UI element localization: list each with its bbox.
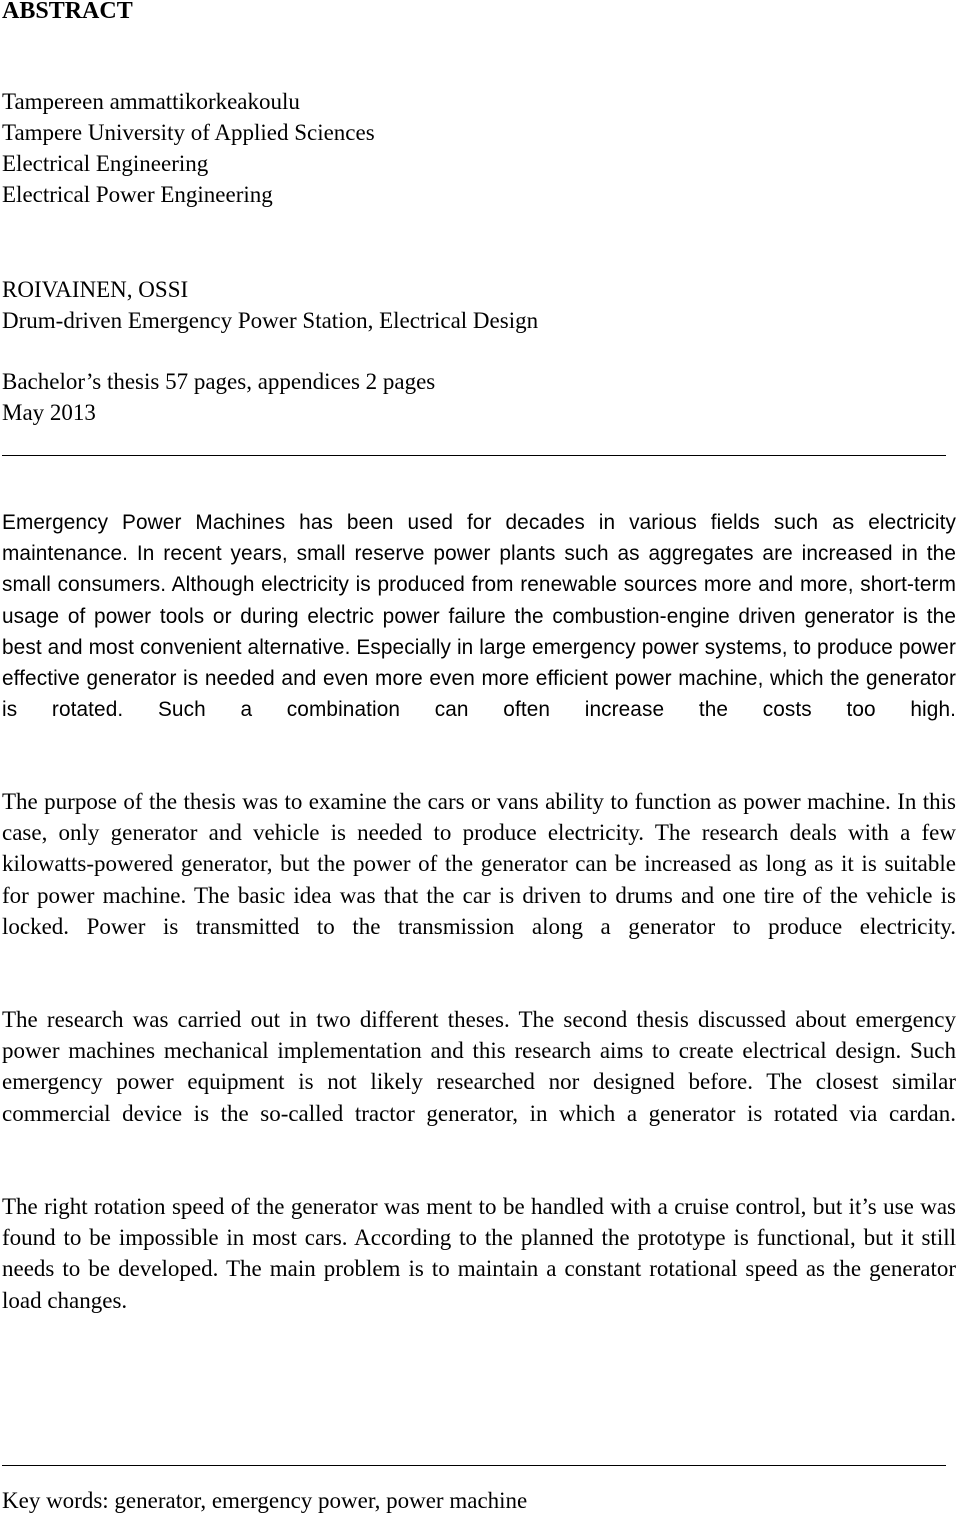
abstract-heading: ABSTRACT [2,0,133,24]
institution-finnish: Tampereen ammattikorkeakoulu [2,89,300,114]
keywords: Key words: generator, emergency power, power machine [2,1488,528,1513]
abstract-paragraph-3: The research was carried out in two different theses. The second thesis discussed about emergency power machines mechanical implementation and this research aims to create electrical design. Such emergency power equipment is not likely researched nor designed before. The closest similar commercial device is the so-called tractor generator, in which a generator is rotated via cardan. [2,1007,956,1126]
abstract-paragraph-1: Emergency Power Machines has been used for decades in various fields such as electricity maintenance. In recent years, small reserve power plants such as aggregates are increased in the small consumers. Although electricity is produced from renewable sources more and more, short-term usage of power tools or during electric power failure the combustion-engine driven generator is the best and most convenient alternative. Especially in large emergency power systems, to produce power effective generator is needed and even more even more efficient power machine, which the generator is rotated. Such a combination can often increase the costs too high. [2,511,956,722]
thesis-pages: Bachelor’s thesis 57 pages, appendices 2 pages [2,369,436,394]
abstract-paragraph-4: The right rotation speed of the generator was ment to be handled with a cruise control, but it’s use was found to be impossible in most cars. According to the planned the prototype is functional, but it still needs to be developed. The main problem is to maintain a constant rotational speed as the generator load changes. [2,1194,956,1313]
institution-english: Tampere University of Applied Sciences [2,120,375,145]
top-divider [2,455,946,456]
thesis-date: May 2013 [2,400,96,425]
degree-programme: Electrical Engineering [2,151,209,176]
specialisation: Electrical Power Engineering [2,182,273,207]
thesis-title: Drum-driven Emergency Power Station, Electrical Design [2,308,539,333]
author-name: ROIVAINEN, OSSI [2,277,189,302]
abstract-paragraph-2: The purpose of the thesis was to examine the cars or vans ability to function as power machine. In this case, only generator and vehicle is needed to produce electricity. The research deals with a few kilowatts-powered generator, but the power of the generator can be increased as long as it is suitable for power machine. The basic idea was that the car is driven to drums and one tire of the vehicle is locked. Power is transmitted to the transmission along a generator to produce electricity. [2,789,956,939]
bottom-divider [2,1465,946,1466]
